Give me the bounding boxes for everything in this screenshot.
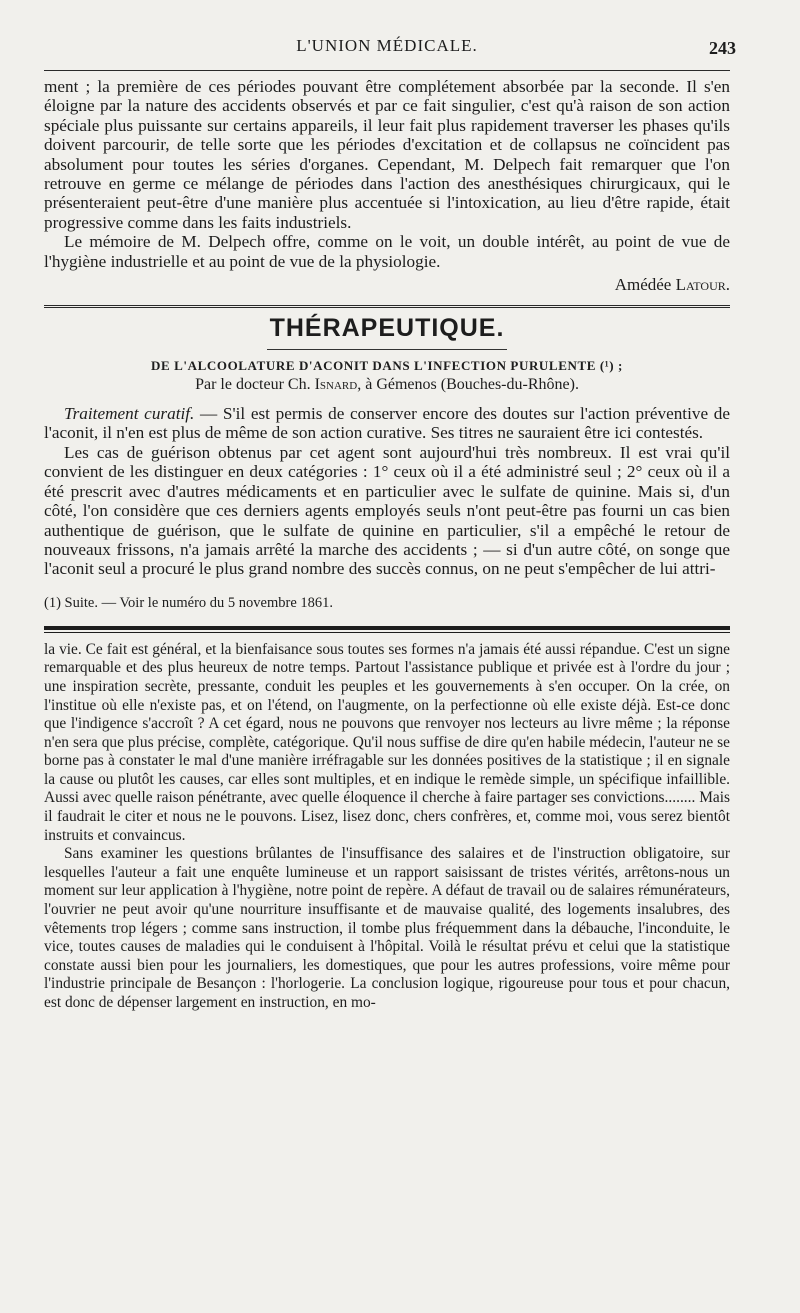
byline-prefix: Par le docteur Ch. [195,376,311,394]
section-title: THÉRAPEUTIQUE. [269,314,505,343]
signature-last-name: Latour. [675,275,730,295]
signature-first-name: Amédée [614,275,672,295]
feuilleton-heavy-rule [44,626,730,630]
feuilleton-paragraph-2: Sans examiner les questions brûlantes de l'insuffisance des salaires et de l'instruction obligatoire, sur lesquelles l'auteur a fait une enquête lumineuse et un rapport saisissant de tristes vérités, arrêtons-nous un moment sur leur application à l'hygiène, notre point de repère. A défaut de travail ou de salaires rémunérateurs, l'ouvrier ne peut avoir qu'une nourriture insuffisante et de mauvaise qualité, des logements insalubres, des vêtements trop légers ; comme sans instruction, il tombe plus fréquemment dans la débauche, l'inconduite, le vice, toutes causes de maladies qui le conduisent à l'hôpital. Voilà le résultat prévu et celui que la statistique constate aussi bien pour les journaliers, les domestiques, que pour les autres professions, voire même pour l'industrie principale de Besançon : l'horlogerie. La conclusion logique, rigoureuse pour tous et pour chacun, est donc de dépenser largement en instruction, en mo- [44,845,730,1011]
section-double-rule [44,305,730,308]
running-head [44,34,736,66]
byline-author: Isnard [314,376,358,394]
article-paragraph-1 [44,404,730,443]
page-number: 243 [709,38,736,58]
signature [44,275,730,295]
section-short-rule [267,349,507,350]
footnote: (1) Suite. — Voir le numéro du 5 novembre 1861. [44,594,334,611]
intro-paragraph-2: Le mémoire de M. Delpech offre, comme on le voit, un double intérêt, au point de vue de l'hygiène industrielle et au point de vue de la physiologie. [44,232,730,271]
article-byline [44,376,730,394]
intro-paragraph-1: ment ; la première de ces périodes pouvant être complétement absorbée par la seconde. Il s'en éloigne par la nature des accidents observés et par ce fait singulier, c'est qu'à raison de son action spéciale plus puissante sur certains appareils, il leur fait plus rapidement traverser les phases qu'ils doivent parcourir, de telle sorte que les périodes d'excitation et de collapsus ne coïncident pas absolument pour toutes les séries d'organes. Cependant, M. Delpech fait remarquer que l'on retrouve en germe ce mélange de périodes dans l'action des anesthésiques chirurgicaux, qui le présenteraient peut-être d'une manière plus accentuée si l'intoxication, au lieu d'être rapide, était progressive comme dans les faits industriels. [44,77,730,232]
article-lead-italic: Traitement curatif. [64,404,195,424]
feuilleton-thin-rule [44,632,730,633]
article-paragraph-1-text: — S'il est permis de conserver encore des doutes sur l'action préventive de l'aconit, il n'en est plus de même de son action curative. Ses titres ne sauraient être ici contestés. [44,404,731,443]
article-title: DE L'ALCOOLATURE D'ACONIT DANS L'INFECTION PURULENTE (¹) ; [151,358,623,374]
running-title: L'UNION MÉDICALE. [296,36,478,55]
feuilleton-paragraph-1: la vie. Ce fait est général, et la bienfaisance sous toutes ses formes n'a jamais été aussi répandue. C'est un signe remarquable et des plus heureux de notre temps. Partout l'assistance publique et privée est à l'ordre du jour ; une inspiration secrète, pressante, conduit les peuples et les gouvernements à s'en occuper. On la crée, on l'institue où elle n'existe pas, et on l'étend, on l'augmente, on la perfectionne où elle existe déjà. Est-ce donc que l'indigence s'accroît ? A cet égard, nous ne pouvons que renvoyer nos lecteurs au livre même ; la réponse n'en sera que plus précise, complète, catégorique. Qu'il nous suffise de dire qu'en habile médecin, l'auteur ne se borne pas à constater le mal d'une manière irréfragable sur les données positives de la statistique ; il en signale la cause ou plutôt les causes, car elles sont multiples, et en indique le remède simple, un spécifique infaillible. Aussi avec quelle raison pénétrante, avec quelle éloquence il cherche à faire partager ses convictions........ Mais il faudrait le citer et nous ne le pouvons. Lisez, lisez donc, chers confrères, et, comme moi, vous serez bientôt instruits et convaincus. [44,640,730,844]
header-rule [44,70,730,71]
article-paragraph-2: Les cas de guérison obtenus par cet agent sont aujourd'hui très nombreux. Il est vrai qu'il convient de les distinguer en deux catégories : 1° ceux où il a été administré seul ; 2° ceux où il a été prescrit avec d'autres médicaments et en particulier avec le sulfate de quinine. Mais si, d'un côté, l'on considère que ces derniers agents employés seuls n'ont peut-être pas fourni un cas bien authentique de guérison, que le sulfate de quinine en particulier, s'il a empêché le retour de nouveaux frissons, n'a jamais arrêté la marche des accidents ; — si d'un autre côté, on songe que l'aconit seul a procuré le plus grand nombre des succès connus, on ne peut s'empêcher de lui attri- [44,442,730,579]
byline-suffix: , à Gémenos (Bouches-du-Rhône). [357,376,579,394]
